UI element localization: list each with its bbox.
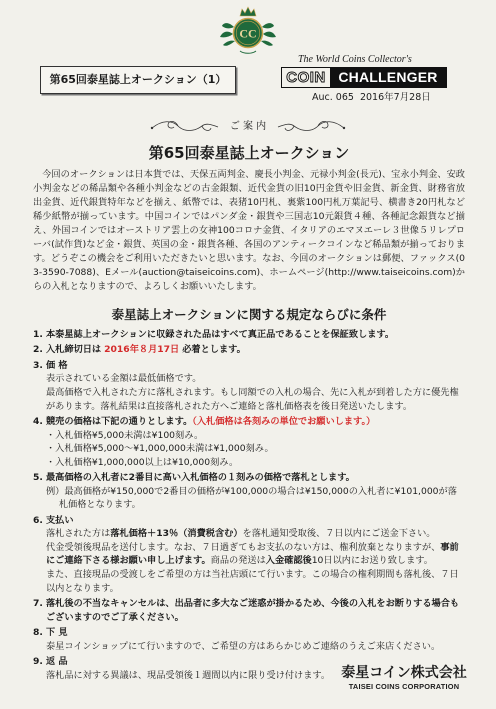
bid-increment-bullet: ・入札価格¥1,000,000以上は¥10,000刻み。	[46, 456, 239, 468]
rule-item-5	[33, 471, 465, 512]
rule-item-7	[33, 597, 465, 624]
text-segment-bold: 事前にご連絡下さる様お願い申し上げます。	[46, 541, 459, 567]
company-name-ja: 泰星コイン株式会社	[341, 665, 467, 681]
bid-increment-note: （入札価格は各刻みの単位でお願いします。）	[192, 415, 376, 427]
text-segment: 商品の発送は	[210, 555, 266, 567]
rule-text	[46, 471, 465, 512]
deadline-date: 2016年８月17日	[104, 344, 180, 356]
rule-item-8	[33, 626, 465, 653]
payment-paragraph-2	[46, 541, 465, 568]
guide-label: ご 案 内	[229, 121, 267, 132]
rule-text	[46, 359, 465, 413]
rule-number: 8.	[33, 627, 43, 639]
wreath-right-icon	[261, 23, 276, 46]
rule-line: 表示されている金額は最低価格です。	[46, 373, 202, 385]
company-name-en: TAISEI COINS CORPORATION	[348, 682, 460, 691]
rule-number: 2.	[33, 344, 43, 356]
rule-item-1	[33, 328, 465, 342]
wordmark-coin: COIN	[286, 69, 326, 86]
page-title: 第65回泰星誌上オークション	[148, 144, 350, 162]
auction-number-date: Auc. 065 2016年7月28日	[312, 92, 431, 103]
rule-text	[46, 626, 465, 653]
rule-number: 4.	[33, 415, 43, 427]
bid-increment-intro	[46, 415, 465, 429]
main-content	[33, 144, 465, 682]
bid-increment-bullet: ・入札価格¥5,000～¥1,000,000未満は¥1,000刻み。	[46, 443, 274, 455]
bid-increment-text: 競売の価格は下記の通りとします。	[46, 415, 193, 427]
rule-number: 9.	[33, 656, 43, 668]
wordmark-challenger: CHALLENGER	[330, 68, 446, 87]
rule-heading-preview: 下 見	[46, 627, 68, 639]
rule-number: 7.	[33, 598, 43, 610]
text-segment-bold: 落札価格＋13％（消費税含む）	[110, 528, 243, 540]
logo-bottom-flourish	[240, 51, 256, 53]
brand-tagline: The World Coins Collector's	[298, 54, 412, 65]
rule-item-6	[33, 514, 465, 596]
rules-title: 泰星誌上オークションに関する規定ならびに条件	[111, 307, 387, 322]
text-segment: 10日以内にお送り致します。	[311, 555, 433, 567]
text-segment: 代金受領後現品を送付します。なお、７日過ぎてもお支払のない方は、権利放棄となりますが、	[46, 541, 441, 553]
rule-text	[46, 514, 465, 596]
logo-monogram: CC	[239, 26, 257, 41]
rule-text	[46, 343, 465, 357]
intro-paragraph: 今回のオークションは日本貨では、天保五両判金、慶長小判金、元禄小判金(長元)、宝永小判金、安政小判金などの稀品類や各種小判金などの古金銀類、近代金貨の旧10円金貨や旧金貨、新金貨、財務省放出金貨、近代銀貨特年などを揃え、紙幣では、表猪10円札、裏紫100円札万葉記号、横書き20円札など稀少紙幣が揃っています。中国コインではパンダ金・銀貨や三国志10元銀貨４種、各種記念銀貨など揃え、外国コインではオーストリア雲上の女神100コロナ金貨、イタリアのエマヌエーレ３世像５リレプローバ(試作貨)など金・銀貨、英国の金・銀貨各種、各国のアンティークコインなど稀品類が揃っております。どうぞこの機会をご利用いただきたいと思います。なお、今回のオークションは郵便、ファックス(03-3590-7088)、Eメール(auction@taiseicoins.com)、ホームページ(http://www.taiseicoins.com)からの入札となりますので、よろしくお願いいたします。	[33, 169, 465, 292]
rule-line: 泰星コインショップにて行いますので、ご希望の方はあらかじめご連絡のうえご来店ください。	[46, 640, 441, 652]
rule-item-3	[33, 359, 465, 413]
payment-paragraph-3: また、直接現品の受渡しをご希望の方は当社店頭にて行います。この場合の権利期間も落札後、７日以内となります。	[46, 569, 459, 594]
bid-increment-bullet: ・入札価格¥5,000未満は¥100刻み。	[46, 429, 204, 441]
rule-text: 落札後の不当なキャンセルは、出品者に多大なご迷惑が掛かるため、今後の入札をお断りする場合もございますのでご了承ください。	[46, 598, 460, 623]
rule-number: 5.	[33, 472, 43, 484]
rule-heading-price: 価 格	[46, 359, 68, 371]
rule-line: 落札品に対する異議は、現品受領後１週間以内に限り受け付けます。	[46, 669, 331, 681]
text-segment: 落札された方は	[46, 528, 111, 540]
winning-price-example: 例）最高価格が¥150,000で2番目の価格が¥100,000の場合は¥150,000の入札者に¥101,000が落札価格となります。	[46, 485, 457, 511]
issue-title-box: 第65回泰星誌上オークション（1）	[40, 66, 236, 94]
winning-price-rule: 最高価格の入札者に2番目に高い入札価格の１刻みの価格で落札とします。	[46, 472, 355, 484]
rule-text	[46, 415, 465, 469]
coin-challenger-wordmark	[281, 67, 447, 88]
deadline-text-after: 必着とします。	[182, 344, 246, 356]
rule-item-2	[33, 343, 465, 357]
company-logo	[336, 665, 472, 692]
payment-paragraph-1	[46, 527, 465, 541]
text-segment: を落札通知受取後、７日以内にご送金下さい。	[242, 528, 436, 540]
rule-text: 本泰星誌上オークションに収録された品はすべて真正品であることを保証致します。	[46, 329, 395, 340]
rule-number: 1.	[33, 329, 43, 340]
deadline-text-before: 入札締切日は	[46, 344, 102, 356]
rule-item-4	[33, 415, 465, 469]
rule-line: 最高価格で入札された方に落札されます。もし同額での入札の場合、先に入札が到着した方に優先権があります。落札結果は直接落札された方へご連絡と落札価格表を後日発送いたします。	[46, 386, 459, 412]
rule-number: 3.	[33, 359, 43, 371]
text-segment-bold: 入金確認後	[265, 555, 312, 567]
rule-number: 6.	[33, 514, 43, 526]
crown-icon	[240, 7, 256, 16]
rule-heading-payment: 支払い	[46, 514, 74, 526]
guide-ornament	[148, 116, 348, 138]
rules-list	[33, 328, 465, 682]
wreath-left-icon	[220, 23, 235, 46]
rule-heading-returns: 返 品	[46, 656, 68, 668]
coin-challenger-logo	[216, 3, 280, 57]
